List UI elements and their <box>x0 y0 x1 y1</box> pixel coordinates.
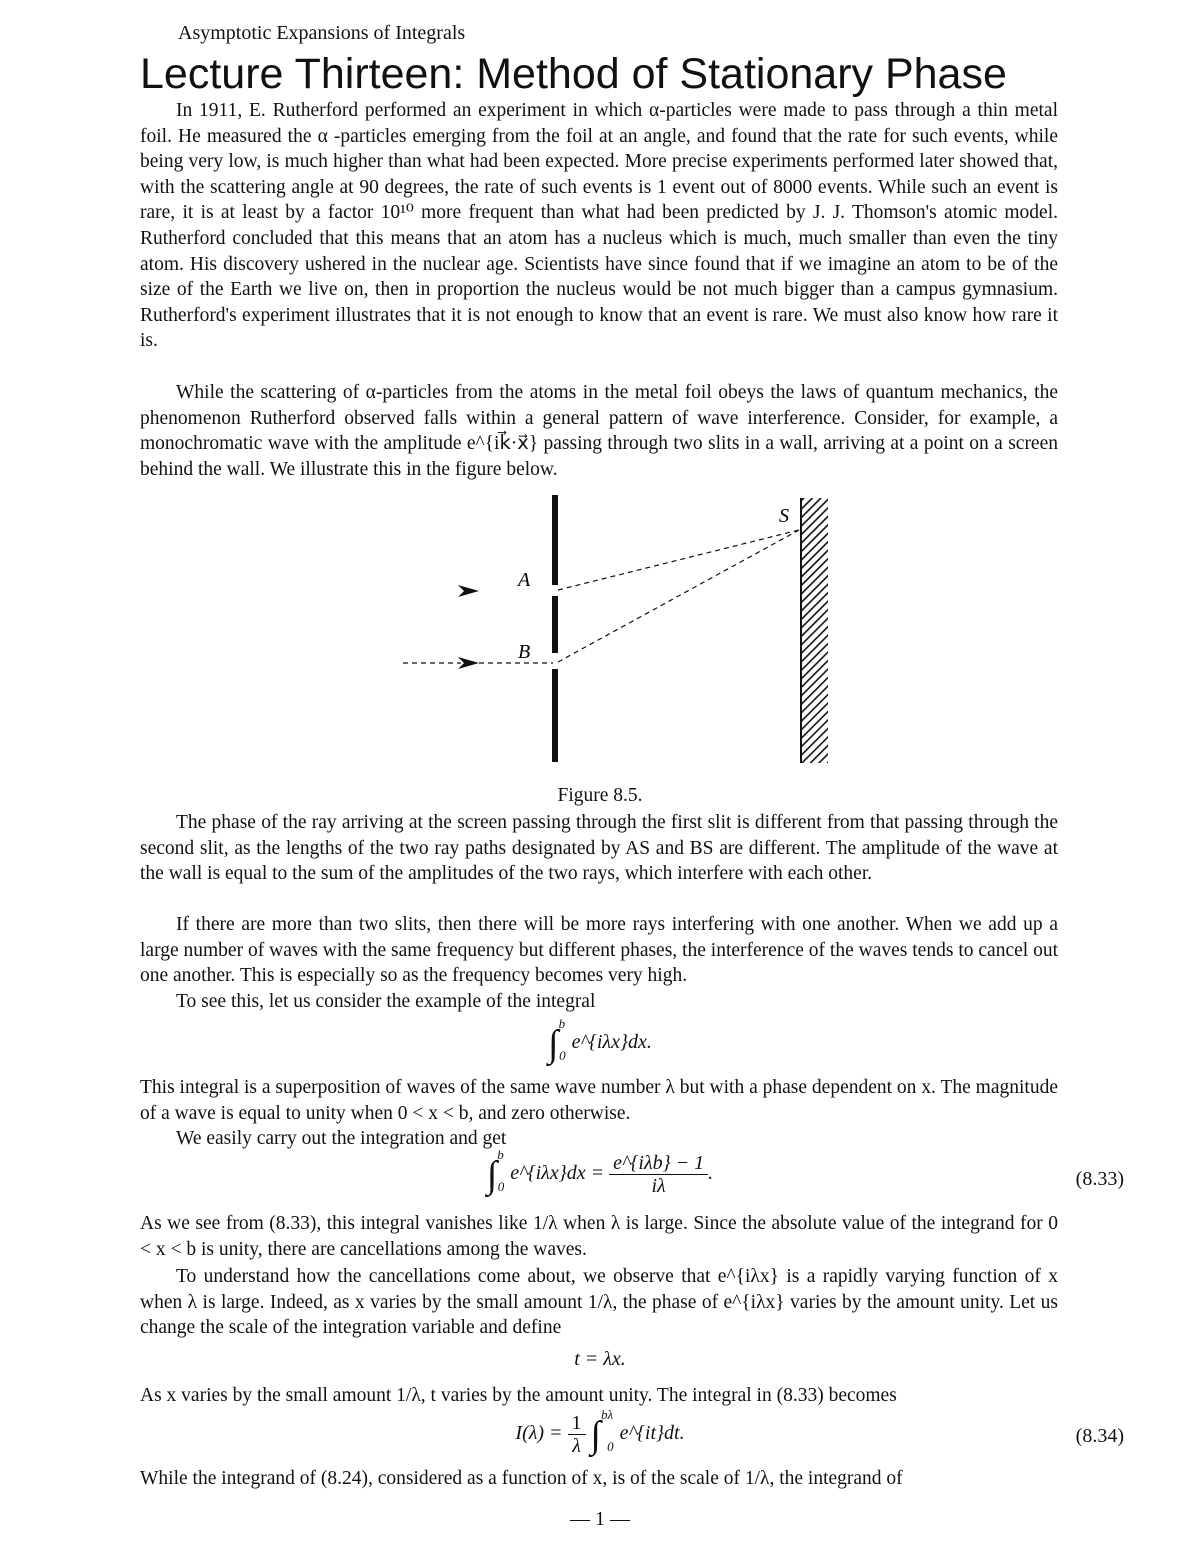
equation-number-8-34: (8.34) <box>1075 1425 1124 1447</box>
equation-8-33-lhs: e^{iλx}dx = <box>510 1162 605 1185</box>
ray-as <box>558 530 799 590</box>
page-number: — 1 — <box>570 1508 630 1530</box>
incoming-arrow-top <box>458 585 479 597</box>
label-b: B <box>518 641 531 663</box>
equation-integral-body: e^{iλx}dx. <box>571 1031 652 1053</box>
label-s: S <box>779 505 789 527</box>
paragraph-many-slits: If there are more than two slits, then there will be more rays interfering with one another. When we add up a large number of waves with the same frequency but different phases, the interference of the waves tends to cancel out one another. This is especially so as the frequency becomes very high. <box>140 914 1058 987</box>
equation-substitution: t = λx. <box>574 1348 626 1370</box>
paragraph-rutherford: In 1911, E. Rutherford performed an experiment in which α-particles were made to pass through a thin metal foil. He measured the α -particles emerging from the foil at an angle, and found that the rate for such events, while being very low, is much higher than what had been expected. More precise experiments performed later showed that, with the scattering angle at 90 degrees, the rate of such events is 1 event out of 8000 events. While such an event is rare, it is at least by a factor 10¹⁰ more frequent than what had been predicted by J. J. Thomson's atomic model. Rutherford concluded that this means that an atom has a nucleus which is much, much smaller than even the tiny atom. His discovery ushered in the nuclear age. Scientists have since found that if we imagine an atom to be of the size of the Earth we live on, then in proportion the nucleus would be not much bigger than a campus gymnasium. Rutherford's experiment illustrates that it is not enough to know that an event is rare. We must also know how rare it is. <box>140 100 1058 352</box>
paragraph-example-intro: To see this, let us consider the example of the integral <box>176 991 596 1012</box>
equation-8-33-numerator: e^{iλb} − 1 <box>609 1152 708 1175</box>
equation-8-33: ∫$^b_0$e^{iλx}dx = $\frac{\text{e\textasciicircum{}\{iλb\} − 1}}{i\lambda}$ . <box>486 1147 714 1197</box>
label-a: A <box>518 569 531 591</box>
paragraph-wave-interference: While the scattering of α-particles from the atoms in the metal foil obeys the laws of quantum mechanics, the phenomenon Rutherford observed falls within a general pattern of wave interference. Consider, for example, a monochromatic wave with the amplitude e^{ik⃗·x⃗} passing through two slits in a wall, arriving at a point on a screen behind the wall. We illustrate this in the figure below. <box>140 382 1058 480</box>
equation-8-34-integrand: e^{it}dt. <box>619 1422 685 1445</box>
paragraph-integrand-scale: While the integrand of (8.24), considered as a function of x, is of the scale of 1/λ, the integrand of <box>140 1468 903 1489</box>
incoming-arrow-bottom <box>458 657 479 669</box>
paragraph-integration: We easily carry out the integration and get <box>176 1128 507 1149</box>
equation-number-8-33: (8.33) <box>1075 1168 1124 1190</box>
paragraph-vanishes: As we see from (8.33), this integral vanishes like 1/λ when λ is large. Since the absolute value of the integrand for 0 < x < b is unity, there are cancellations among the waves. <box>140 1213 1058 1260</box>
screen-wall <box>800 498 828 763</box>
equation-8-34-lhs: I(λ) = <box>515 1422 563 1445</box>
paragraph-cancellations: To understand how the cancellations come about, we observe that e^{iλx} is a rapidly varying function of x when λ is large. Indeed, as x varies by the small amount 1/λ, the phase of e^{iλx} varies by the amount unity. Let us change the scale of the integration variable and define <box>140 1266 1058 1339</box>
equation-8-34: I(λ) = $\frac{1}{\lambda}$ ∫$^{b\lambda}_0$e^{it}dt. <box>515 1407 685 1457</box>
ray-bs <box>558 530 799 662</box>
page-title: Lecture Thirteen: Method of Stationary Phase <box>140 50 1007 98</box>
figure-caption: Figure 8.5. <box>557 785 643 806</box>
equation-integral: ∫$^b_0$e^{iλx}dx. <box>548 1016 652 1065</box>
paragraph-phase: The phase of the ray arriving at the screen passing through the first slit is different from that passing through the second slit, as the lengths of the two ray paths designated by AS and BS are different. The amplitude of the wave at the wall is equal to the sum of the amplitudes of the two rays, which interfere with each other. <box>140 812 1058 885</box>
paragraph-superposition: This integral is a superposition of waves of the same wave number λ but with a phase dependent on x. The magnitude of a wave is equal to unity when 0 < x < b, and zero otherwise. <box>140 1077 1058 1124</box>
equation-8-33-denominator: iλ <box>651 1175 666 1197</box>
paragraph-rescaled: As x varies by the small amount 1/λ, t varies by the amount unity. The integral in (8.33) becomes <box>140 1385 897 1406</box>
running-head: Asymptotic Expansions of Integrals <box>178 22 466 44</box>
double-slit-figure <box>395 490 845 770</box>
